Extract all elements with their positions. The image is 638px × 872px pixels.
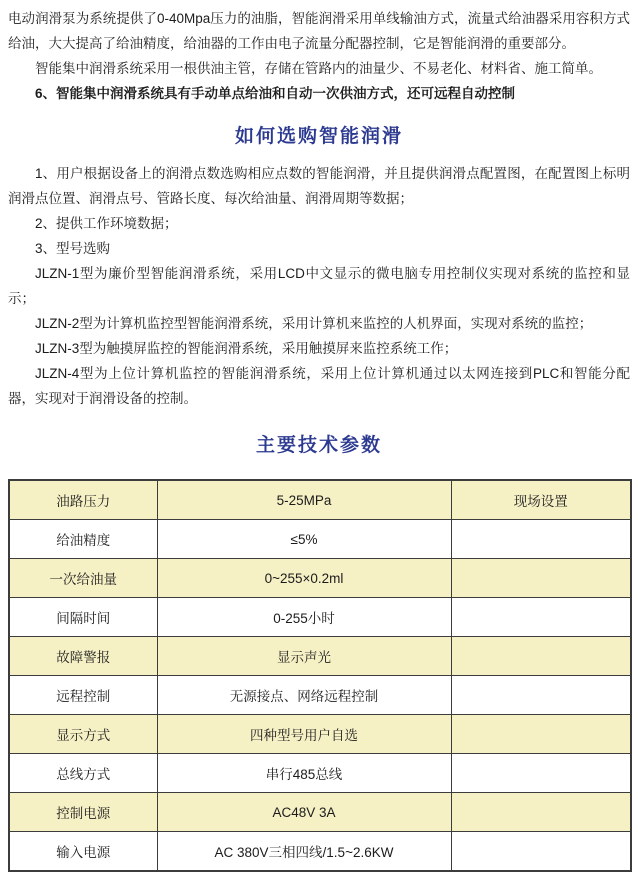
param-note-cell: 现场设置 (451, 480, 631, 520)
param-name-cell: 总线方式 (9, 754, 157, 793)
model-jlzn1-description: JLZN-1型为廉价型智能润滑系统，采用LCD中文显示的微电脑专用控制仪实现对系统的监控和显示； (8, 266, 630, 306)
param-name-cell: 控制电源 (9, 793, 157, 832)
param-note-cell (451, 715, 631, 754)
param-note-cell (451, 832, 631, 872)
intro-paragraph-2: 智能集中润滑系统采用一根供油主管，存储在管路内的油量少、不易老化、材料省、施工简单。 (35, 61, 602, 76)
param-note-cell (451, 598, 631, 637)
table-row (9, 637, 631, 676)
model-jlzn3-description: JLZN-3型为触摸屏监控的智能润滑系统，采用触摸屏来监控系统工作； (35, 341, 458, 356)
param-name-cell: 间隔时间 (9, 598, 157, 637)
table-row (9, 520, 631, 559)
table-row (9, 793, 631, 832)
param-note-cell (451, 520, 631, 559)
section-title-main-parameters: 主要技术参数 (255, 435, 382, 456)
selection-item-3: 3、型号选购 (35, 241, 111, 256)
param-value-cell: 无源接点、网络远程控制 (157, 676, 451, 715)
intro-paragraph-1: 电动润滑泵为系统提供了0-40Mpa压力的油脂，智能润滑采用单线输油方式，流量式给油器采用容积方式给油，大大提高了给油精度，给油器的工作由电子流量分配器控制，它是智能润滑的重要部分。 (8, 11, 630, 51)
param-note-cell (451, 754, 631, 793)
param-name-cell: 油路压力 (9, 480, 157, 520)
model-jlzn4-description: JLZN-4型为上位计算机监控的智能润滑系统，采用上位计算机通过以太网连接到PLC和智能分配器，实现对于润滑设备的控制。 (8, 366, 630, 406)
parameters-table (8, 479, 632, 872)
table-row (9, 480, 631, 520)
param-value-cell: ≤5% (157, 520, 451, 559)
table-row (9, 754, 631, 793)
param-value-cell: 0-255小时 (157, 598, 451, 637)
param-name-cell: 故障警报 (9, 637, 157, 676)
param-value-cell: AC 380V三相四线/1.5~2.6KW (157, 832, 451, 872)
param-note-cell (451, 793, 631, 832)
param-note-cell (451, 559, 631, 598)
table-row (9, 559, 631, 598)
table-row (9, 715, 631, 754)
selection-item-1: 1、用户根据设备上的润滑点数选购相应点数的智能润滑，并且提供润滑点配置图，在配置图上标明润滑点位置、润滑点号、管路长度、每次给油量、润滑周期等数据； (8, 166, 630, 206)
param-value-cell: 串行485总线 (157, 754, 451, 793)
param-value-cell: 0~255×0.2ml (157, 559, 451, 598)
model-jlzn2-description: JLZN-2型为计算机监控型智能润滑系统，采用计算机来监控的人机界面，实现对系统的监控； (35, 316, 593, 331)
section-title-how-to-select: 如何选购智能润滑 (234, 126, 403, 147)
param-name-cell: 一次给油量 (9, 559, 157, 598)
table-row (9, 598, 631, 637)
param-value-cell: 5-25MPa (157, 480, 451, 520)
param-value-cell: 显示声光 (157, 637, 451, 676)
param-name-cell: 显示方式 (9, 715, 157, 754)
param-note-cell (451, 676, 631, 715)
table-row (9, 832, 631, 872)
param-name-cell: 给油精度 (9, 520, 157, 559)
selection-item-2: 2、提供工作环境数据； (35, 216, 178, 231)
table-row (9, 676, 631, 715)
intro-paragraph-3: 6、智能集中润滑系统具有手动单点给油和自动一次供油方式，还可远程自动控制 (35, 86, 516, 101)
param-name-cell: 远程控制 (9, 676, 157, 715)
param-name-cell: 输入电源 (9, 832, 157, 872)
param-value-cell: 四种型号用户自选 (157, 715, 451, 754)
param-value-cell: AC48V 3A (157, 793, 451, 832)
param-note-cell (451, 637, 631, 676)
